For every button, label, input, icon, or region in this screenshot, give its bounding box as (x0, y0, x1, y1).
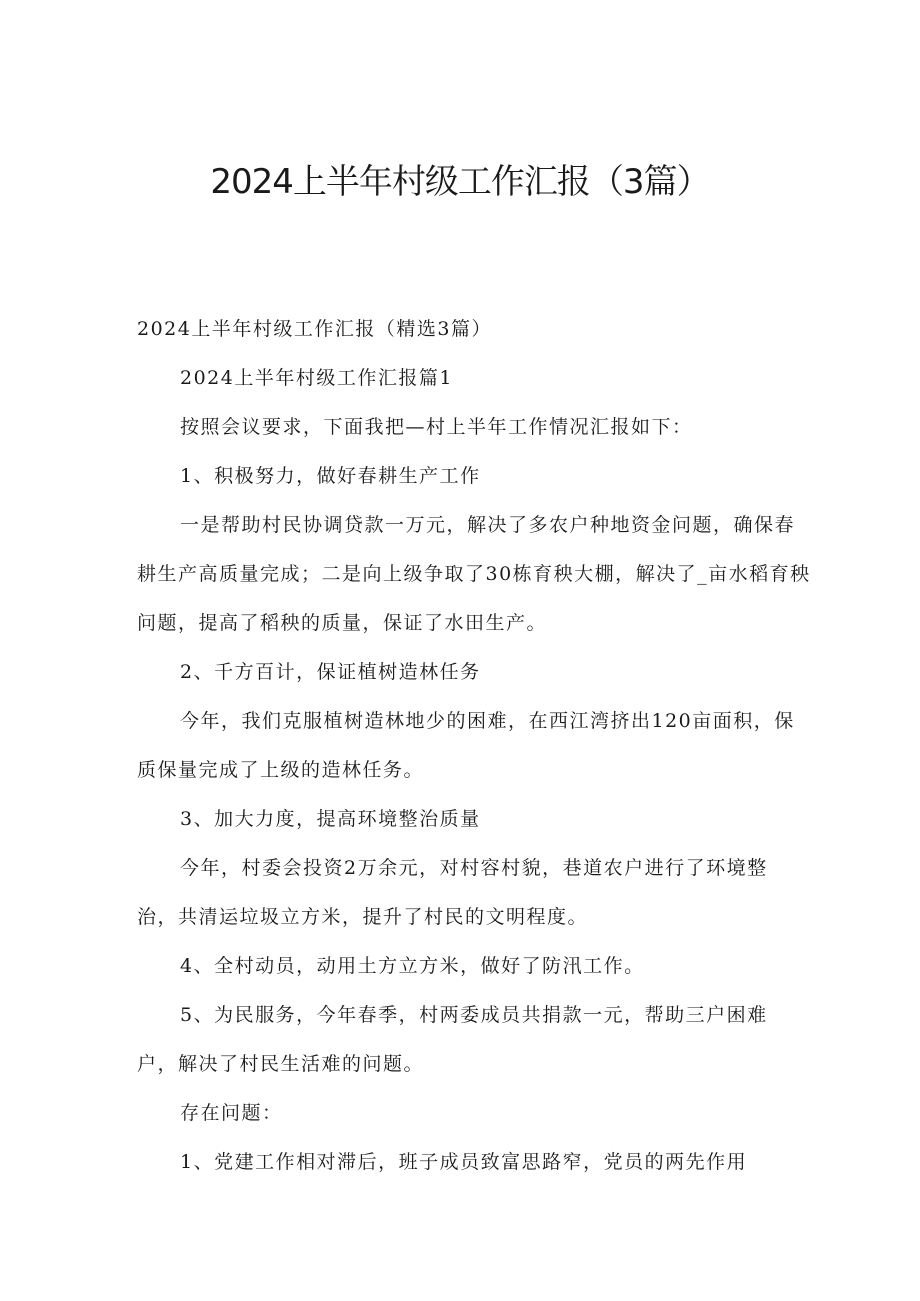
paragraph-line: 今年，我们克服植树造林地少的困难，在西江湾挤出120亩面积，保 (180, 710, 795, 732)
item-heading: 1、积极努力，做好春耕生产工作 (180, 465, 481, 487)
paragraph-line: 按照会议要求，下面我把—村上半年工作情况汇报如下： (180, 416, 693, 438)
paragraph-line: 耕生产高质量完成；二是向上级争取了30栋育秧大棚，解决了_亩水稻育秧 (137, 563, 811, 585)
paragraph-line: 1、党建工作相对滞后，班子成员致富思路窄，党员的两先作用 (180, 1151, 748, 1173)
paragraph-line: 质保量完成了上级的造林任务。 (137, 759, 425, 781)
document-title: 2024上半年村级工作汇报（3篇） (210, 162, 710, 202)
paragraph-line: 户，解决了村民生活难的问题。 (137, 1053, 425, 1075)
paragraph-line: 治，共清运垃圾立方米，提升了村民的文明程度。 (137, 906, 589, 928)
subtitle-line: 2024上半年村级工作汇报（精选3篇） (137, 318, 492, 340)
section-heading: 2024上半年村级工作汇报篇1 (180, 367, 453, 389)
paragraph-line: 问题，提高了稻秧的质量，保证了水田生产。 (137, 612, 548, 634)
paragraph-line: 5、为民服务，今年春季，村两委成员共捐款一元，帮助三户困难 (180, 1004, 768, 1026)
section-label: 存在问题： (180, 1102, 283, 1124)
paragraph-line: 一是帮助村民协调贷款一万元，解决了多农户种地资金问题，确保春 (180, 514, 796, 536)
paragraph-line: 今年，村委会投资2万余元，对村容村貌，巷道农户进行了环境整 (180, 857, 768, 879)
item-heading: 2、千方百计，保证植树造林任务 (180, 661, 481, 683)
item-heading: 3、加大力度，提高环境整治质量 (180, 808, 481, 830)
document-body (137, 305, 811, 1187)
item-heading: 4、全村动员，动用土方立方米，做好了防汛工作。 (180, 955, 645, 977)
